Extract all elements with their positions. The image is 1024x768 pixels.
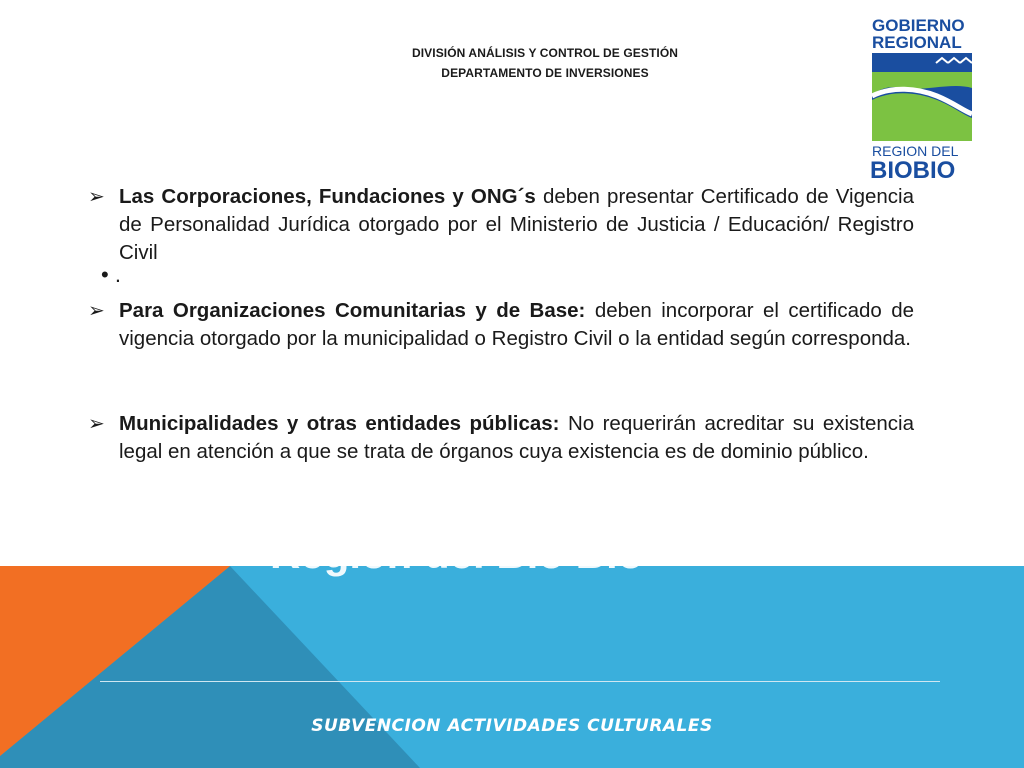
bullet-bold-1: Las Corporaciones, Fundaciones y ONG´s [119,185,536,208]
background-shapes [0,566,1024,768]
bullet-body-2: deben incorporar el certificado de vigencia otorgado por la municipalidad o Registro Civil o la entidad según corresponda. [119,299,914,350]
logo-text-4: BIOBIO [870,157,956,182]
stray-bullet-marks: • . [101,262,121,287]
logo-text-1: GOBIERNO [872,16,965,35]
arrow-bullet-icon: ➢ [88,413,105,435]
arrow-bullet-icon: ➢ [88,300,105,322]
bullet-item-2 [88,297,914,353]
bullet-item-1 [88,183,914,267]
arrow-bullet-icon: ➢ [88,186,105,208]
logo-text-3: REGION DEL [872,143,959,159]
slide-subtitle: SUBVENCION ACTIVIDADES CULTURALES [311,716,713,736]
header-division: DIVISIÓN ANÁLISIS Y CONTROL DE GESTIÓN [411,46,679,60]
bullet-bold-2: Para Organizaciones Comunitarias y de Base: [119,299,586,322]
bullet-body-3: No requerirán acreditar su existencia legal en atención a que se trata de órganos cuya existencia es de dominio público. [119,412,914,463]
bullet-bold-3: Municipalidades y otras entidades públicas: [119,412,560,435]
divider [100,681,940,682]
header-department: DEPARTAMENTO DE INVERSIONES [441,66,649,80]
bullet-text-3 [119,410,914,466]
bullet-body-1: deben presentar Certificado de Vigencia de Personalidad Jurídica otorgado por el Ministerio de Justicia / Educación/ Registro Civil [119,185,914,264]
bullet-text-1 [119,183,914,267]
bottom-band [0,566,1024,768]
bullet-item-3 [88,410,914,466]
gobierno-regional-logo [862,10,982,182]
ghost-title: Región del Bío Bío [270,530,644,577]
bullet-text-2 [119,297,914,353]
logo-text-2: REGIONAL [872,33,962,52]
